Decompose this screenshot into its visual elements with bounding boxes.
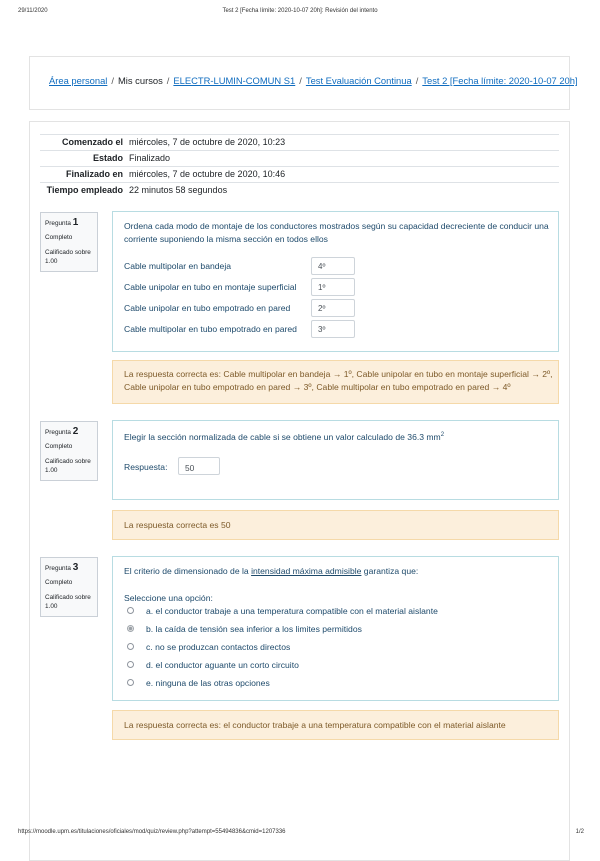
answer-label: Respuesta: [124, 462, 168, 472]
question-3-feedback [112, 710, 559, 740]
breadcrumb-test-2[interactable]: Test 2 [Fecha límite: 2020-10-07 20h] [422, 75, 578, 86]
radio-button[interactable] [127, 661, 134, 668]
print-footer [0, 829, 600, 841]
question-label: Pregunta [45, 220, 71, 227]
question-3-info [40, 557, 98, 617]
summary-label: Tiempo empleado [40, 183, 129, 199]
summary-label: Estado [40, 151, 129, 167]
summary-row-finished [40, 167, 559, 183]
correct-answer-text: La respuesta correcta es: Cable multipolar en bandeja → 1º, Cable unipolar en tubo en montaje superficial → 2º, Cable unipolar en tubo empotrado en pared → 3º, Cable multipolar en tubo empotrado en pared → 4º [124, 369, 553, 392]
question-grade: Calificado sobre 1.00 [45, 594, 91, 610]
match-label: Cable unipolar en tubo empotrado en pared [124, 303, 291, 313]
question-number [45, 426, 93, 437]
question-1-formulation [112, 211, 559, 352]
question-text: Ordena cada modo de montaje de los conductores mostrados según su capacidad decreciente de conducir una corriente suponiendo la misma sección en todos ellos [124, 221, 549, 244]
summary-label: Comenzado el [40, 135, 129, 151]
correct-answer-text: La respuesta correcta es 50 [124, 520, 231, 530]
radio-button[interactable] [127, 607, 134, 614]
breadcrumb-test-evaluacion[interactable]: Test Evaluación Continua [305, 75, 412, 86]
match-row [124, 320, 364, 340]
summary-value: Finalizado [129, 151, 559, 167]
option-text: a. el conductor trabaje a una temperatura compatible con el material aislante [146, 606, 438, 616]
option-text: e. ninguna de las otras opciones [146, 678, 270, 688]
summary-row-time [40, 183, 559, 199]
option-prompt: Seleccione una opción: [124, 593, 213, 603]
question-number-value: 2 [72, 426, 79, 437]
summary-value: miércoles, 7 de octubre de 2020, 10:46 [129, 167, 559, 183]
match-row [124, 278, 364, 298]
question-number [45, 217, 93, 228]
breadcrumb [49, 75, 578, 86]
question-state: Completo [45, 579, 73, 586]
answer-row [124, 461, 324, 474]
question-3-formulation [112, 556, 559, 701]
question-1-feedback [112, 360, 559, 404]
question-state: Completo [45, 443, 73, 450]
breadcrumb-separator: / [166, 75, 170, 86]
breadcrumb-course[interactable]: ELECTR-LUMIN-COMUN S1 [173, 75, 296, 86]
print-header [0, 8, 600, 20]
breadcrumb-area-personal[interactable]: Área personal [49, 75, 108, 86]
correct-answer-text: La respuesta correcta es: el conductor trabaje a una temperatura compatible con el material aislante [124, 720, 506, 730]
radio-button-selected[interactable] [127, 625, 134, 632]
question-grade: Calificado sobre 1.00 [45, 458, 91, 474]
match-select[interactable]: 3º [311, 320, 355, 338]
question-state: Completo [45, 234, 73, 241]
summary-value: 22 minutos 58 segundos [129, 183, 559, 199]
answer-input[interactable]: 50 [178, 457, 220, 475]
question-text-superscript: 2 [440, 432, 445, 438]
glossary-term[interactable]: intensidad máxima admisible [251, 566, 362, 576]
question-label: Pregunta [45, 429, 71, 436]
match-row [124, 257, 364, 277]
breadcrumb-separator: / [415, 75, 419, 86]
option-text: d. el conductor aguante un corto circuito [146, 660, 299, 670]
option-text: b. la caída de tensión sea inferior a los limites permitidos [146, 624, 362, 634]
match-select[interactable]: 2º [311, 299, 355, 317]
question-2-formulation [112, 420, 559, 500]
summary-label: Finalizado en [40, 167, 129, 183]
question-2-info [40, 421, 98, 481]
match-label: Cable multipolar en tubo empotrado en pared [124, 324, 297, 334]
match-label: Cable multipolar en bandeja [124, 261, 232, 271]
question-text-after: garantiza que: [361, 566, 419, 576]
radio-button[interactable] [127, 679, 134, 686]
breadcrumb-separator: / [299, 75, 302, 86]
question-grade: Calificado sobre 1.00 [45, 249, 91, 265]
summary-value: miércoles, 7 de octubre de 2020, 10:23 [129, 135, 559, 151]
option-text: c. no se produzcan contactos directos [146, 642, 291, 652]
match-select[interactable]: 4º [311, 257, 355, 275]
print-title: Test 2 [Fecha límite: 2020-10-07 20h]: Revisión del intento [222, 8, 378, 14]
question-number [45, 562, 93, 573]
summary-row-started [40, 135, 559, 151]
match-row [124, 299, 364, 319]
question-text [124, 565, 549, 578]
print-date: 29/11/2020 [18, 8, 48, 14]
question-1-info [40, 212, 98, 272]
print-page-number: 1/2 [575, 829, 584, 835]
match-select[interactable]: 1º [311, 278, 355, 296]
question-2-feedback [112, 510, 559, 540]
print-url: https://moodle.upm.es/titulaciones/oficiales/mod/quiz/review.php?attempt=55494836&cmid=1207336 [18, 829, 286, 835]
question-label: Pregunta [45, 565, 71, 572]
breadcrumb-separator: / [111, 75, 114, 86]
question-number-value: 3 [72, 562, 79, 573]
radio-button[interactable] [127, 643, 134, 650]
summary-row-state [40, 151, 559, 167]
breadcrumb-mis-cursos: Mis cursos [117, 75, 163, 86]
question-text-before: El criterio de dimensionado de la [124, 566, 252, 576]
question-text [124, 429, 549, 444]
attempt-summary-table [40, 134, 559, 198]
match-label: Cable unipolar en tubo en montaje superficial [124, 282, 297, 292]
question-number-value: 1 [72, 217, 79, 228]
question-text-main: Elegir la sección normalizada de cable si se obtiene un valor calculado de 36.3 mm [124, 431, 441, 442]
breadcrumb-container [29, 56, 578, 110]
